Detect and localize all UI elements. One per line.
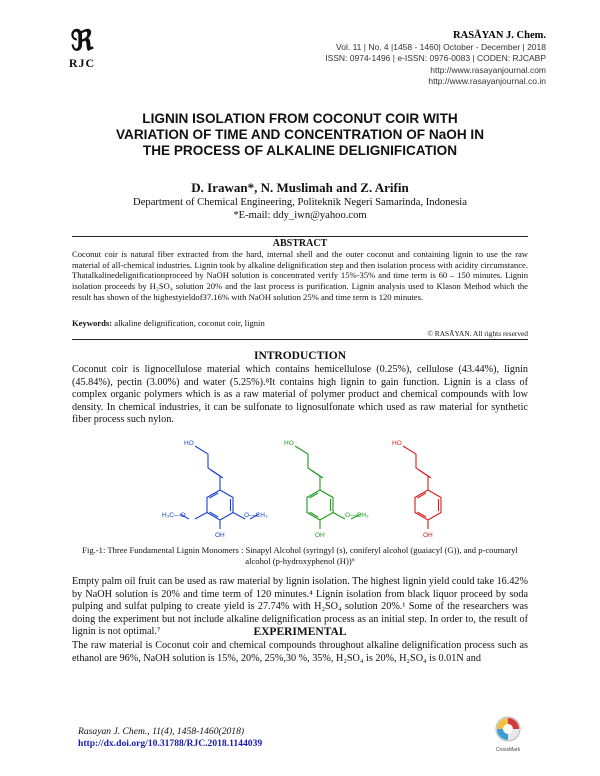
affiliation: Department of Chemical Engineering, Politeknik Negeri Samarinda, Indonesia	[133, 197, 467, 208]
logo-monogram-icon: ℜ	[70, 26, 94, 57]
hydroxyphenyl-oh-label: OH	[423, 532, 433, 539]
hydroxyphenyl-ring	[415, 490, 441, 520]
hydroxyphenyl-side-chain	[403, 446, 428, 490]
guaiacyl-ho-label: HO	[284, 440, 294, 447]
abstract-heading: ABSTRACT	[272, 238, 328, 249]
syringyl-side-chain-double	[211, 470, 223, 478]
introduction-paragraph-2: Empty palm oil fruit can be used as raw material by lignin isolation. The highest lignin yield could take 16.42% by NaOH solution is 20% and time term of 120 minutes.⁴ Lignin isolation from black liquor proceed by soda pulping and sulfat pulping to create yield is 27.74% with H₂SO₄ solution 20%.¹ Some of the researchers was doing the experiment but not include alkaline delignification process as an initial step. In order to, the result of lignin is not optimal.⁷	[72, 576, 528, 638]
syringyl-methoxy-right-label: O—CH₃	[244, 512, 268, 519]
citation: Rasayan J. Chem., 11(4), 1458-1460(2018)	[78, 726, 245, 737]
keywords	[72, 318, 528, 329]
introduction-heading: INTRODUCTION	[253, 350, 346, 362]
figure-caption: Fig.-1: Three Fundamental Lignin Monomers : Sinapyl Alcohol (syringyl (s), coniferyl alcohol (guaiacyl (G)), and p-coumaryl alcohol (p-hydroxyphenol (H))⁶	[82, 545, 518, 566]
page-footer	[78, 726, 262, 750]
experimental-heading: EXPERIMENTAL	[253, 626, 347, 638]
guaiacyl-methoxy-bond	[333, 513, 345, 520]
journal-name: RASĀYAN J. Chem.	[453, 30, 546, 41]
keywords-list: alkaline delignification, coconut coir, lignin	[112, 318, 265, 328]
journal-volume-line: Vol. 11 | No. 4 |1458 - 1460| October - December | 2018	[336, 41, 546, 52]
journal-info	[325, 30, 546, 88]
syringyl-oh-label: OH	[215, 532, 225, 539]
crossmark-label: CrossMark	[495, 747, 521, 753]
guaiacyl-ring	[307, 490, 333, 520]
paper-title	[60, 111, 540, 159]
syringyl-methoxy-left-bond	[195, 513, 207, 520]
hydroxyphenyl-ring-double-bonds	[418, 493, 439, 517]
hydroxyphenyl-ho-label: HO	[392, 440, 402, 447]
guaiacyl-side-chain-double	[311, 470, 323, 478]
affiliation-block	[60, 196, 540, 222]
crossmark-icon	[495, 716, 521, 742]
authors: D. Irawan*, N. Muslimah and Z. Arifin	[191, 180, 409, 195]
abstract-top-rule	[72, 236, 528, 237]
abstract-text: Coconut coir is natural fiber extracted from the hard, internal shell and the outer coconut and containing lignin to use the raw material of all-chemical industries. Lignin took by alkaline delignification step and then isolation process with acidity circumstance. Thatalkalinedelignificationproceed by NaOH solution is concentrated verify 15%-35% and time term is 60 – 150 minutes. Lignin isolation proceeds by H₂SO₄ solution 20% and the last process is purification. Lignin analysis used to Klason Method which the result has shown of the highestyieldof37.16% with NaOH solution 25% and time term is 120 minutes.	[72, 249, 528, 302]
doi-link[interactable]: http://dx.doi.org/10.31788/RJC.2018.1144039	[78, 738, 263, 749]
title-line: VARIATION OF TIME AND CONCENTRATION OF NaOH IN	[115, 127, 485, 142]
experimental-paragraph: The raw material is Coconut coir and chemical compounds throughout alkaline delignification process such as ethanol are 96%, NaOH solution is 15%, 20%, 25%,30 %, 35%, H₂SO₄ is 20%, H₂SO₄ is 0.01N and	[72, 640, 528, 664]
keywords-label: Keywords:	[72, 318, 113, 328]
journal-logo	[62, 28, 102, 71]
abstract-bottom-rule	[72, 339, 528, 340]
syringyl-methoxy-left-label: H₃C—O	[162, 512, 186, 519]
syringyl-ring	[207, 490, 233, 520]
lignin-monomers-figure	[140, 430, 470, 544]
p-coumaryl-alcohol-structure	[403, 446, 441, 529]
guaiacyl-ring-double-bonds	[310, 493, 331, 517]
guaiacyl-oh-label: OH	[315, 532, 325, 539]
title-line: LIGNIN ISOLATION FROM COCONUT COIR WITH	[142, 111, 458, 126]
copyright-notice: © RASĀYAN. All rights reserved	[427, 329, 528, 338]
author-email[interactable]: *E-mail: ddy_iwn@yahoo.com	[233, 210, 367, 221]
logo-text: RJC	[68, 56, 96, 70]
journal-url-1[interactable]: http://www.rasayanjournal.com	[430, 64, 546, 75]
introduction-paragraph-1: Coconut coir is lignocellulose material which contains hemicellulose (0.25%), cellulose (43.44%), lignin (45.84%), pectin (3.00%) and water (5.25%).⁸It contains high lignin to gain function. Lignin is a class of complex organic polymers which is as a raw material of polymer product and chemical compounds with low density. In chemical industries, it can be sulfonate to lignosulfonate which used as raw material for synthetic fiber process such nylon.	[72, 364, 528, 426]
guaiacyl-side-chain	[295, 446, 320, 490]
syringyl-side-chain	[195, 446, 220, 490]
crossmark-badge[interactable]	[490, 716, 526, 753]
syringyl-ho-label: HO	[184, 440, 194, 447]
journal-url-2[interactable]: http://www.rasayanjournal.co.in	[428, 76, 546, 86]
guaiacyl-methoxy-label: O—CH₃	[345, 512, 369, 519]
hydroxyphenyl-side-chain-double	[419, 470, 431, 478]
syringyl-ring-double-bonds	[210, 493, 231, 517]
title-line: THE PROCESS OF ALKALINE DELIGNIFICATION	[142, 143, 458, 158]
journal-issn-line: ISSN: 0974-1496 | e-ISSN: 0976-0083 | CODEN: RJCABP	[325, 53, 546, 63]
